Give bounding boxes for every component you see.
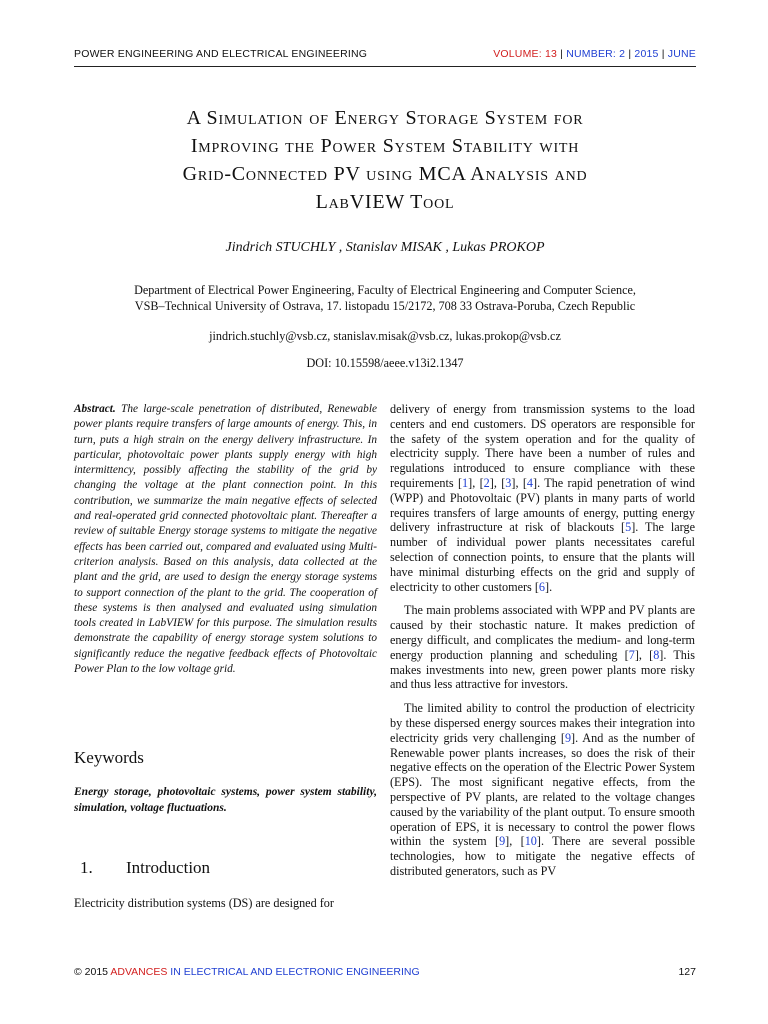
page-number: 127 bbox=[678, 966, 696, 978]
abstract bbox=[74, 402, 377, 677]
right-column bbox=[390, 402, 695, 888]
citation-link[interactable]: [ 6 ] bbox=[535, 580, 549, 594]
journal-section-title: POWER ENGINEERING AND ELECTRICAL ENGINEERING bbox=[74, 48, 368, 60]
footer-advances: ADVANCES bbox=[110, 966, 168, 978]
affiliation-line: Department of Electrical Power Engineering, Faculty of Electrical Engineering and Computer Science, bbox=[134, 283, 636, 297]
section-heading-introduction bbox=[80, 858, 210, 878]
citation-link[interactable]: [ 9 ] bbox=[561, 731, 575, 745]
footer-journal bbox=[74, 966, 420, 978]
header-rule bbox=[74, 66, 696, 67]
title-line: Grid-Connected PV using MCA Analysis and bbox=[182, 163, 588, 185]
separator: | bbox=[661, 48, 665, 60]
author-emails: jindrich.stuchly@vsb.cz, stanislav.misak@vsb.cz, lukas.prokop@vsb.cz bbox=[209, 329, 561, 343]
citation-link[interactable]: [ 7 ] bbox=[625, 648, 639, 662]
keywords-heading: Keywords bbox=[74, 748, 144, 767]
body-paragraph: The main problems associated with WPP and PV plants are caused by their stochastic nature. It makes prediction of energy difficult, and complicates the medium- and long-term energy production planning and scheduling [ 7 ] , [ 8 ] . This makes investments into new, green power plants more risky and thus less attractive for investors. bbox=[390, 603, 695, 692]
year-label: 2015 bbox=[634, 48, 659, 60]
footer-journal-name: IN ELECTRICAL AND ELECTRONIC ENGINEERING bbox=[170, 966, 420, 978]
citation-link[interactable]: [ 9 ] bbox=[495, 834, 509, 848]
separator: | bbox=[560, 48, 564, 60]
section-number: 1. bbox=[80, 858, 93, 877]
affiliation bbox=[74, 282, 696, 314]
citation-link[interactable]: [ 5 ] bbox=[621, 520, 635, 534]
left-column bbox=[74, 402, 377, 910]
authors: Jindrich STUCHLY , Stanislav MISAK , Lukas PROKOP bbox=[225, 240, 545, 255]
issue-info bbox=[493, 48, 696, 60]
introduction-first-line: Electricity distribution systems (DS) are designed for bbox=[74, 896, 334, 910]
title-line: A Simulation of Energy Storage System for bbox=[186, 107, 584, 129]
body-paragraph: delivery of energy from transmission systems to the load centers and end customers. DS operators are responsible for the safety of the system operation and for the quality of electricity supply. There have been a number of rules and regulations introduced to ensure compliance with these requirements [ 1 ] , [ 2 ] , [ 3 ] , [ 4 ] . The rapid penetration of wind (WPP) and Photovoltaic (PV) plants in many parts of world requires transfers of large amounts of energy, putting energy delivery infrastructure at risk of blackouts [ 5 ] . The large number of individual power plants necessitates careful selection of connection points, to ensure that the plants will have minimal disturbing effects on the grid and supply of electricity to other customers [ 6 ] . bbox=[390, 402, 695, 594]
abstract-label: Abstract. bbox=[74, 403, 116, 415]
citation-link[interactable]: [ 2 ] bbox=[480, 476, 494, 490]
keywords-text: Energy storage, photovoltaic systems, power system stability, simulation, voltage fluctuations. bbox=[74, 786, 377, 814]
title-line: Improving the Power System Stability with bbox=[190, 135, 580, 157]
abstract-text: The large-scale penetration of distributed, Renewable power plants require transfers of large amounts of energy. This, in turn, puts a high strain on the energy delivery infrastructure. In particular, photovoltaic power plants supply energy with high intermittency, possibly affecting the stability of the grid by changing the voltage at the plant connection point. In this contribution, we summarize the main negative effects of selected and real-operated grid connected photovoltaic plant. Thereafter a review of suitable Energy storage systems to mitigate the negative effects has been carried out, compared and evaluated using Multi-criterion analysis. Based on this analysis, data collected at the plant and the grid, are used to design the energy storage systems to support connection of the plant to the grid. The cooperation of these systems is then analysed and evaluated using simulation tools created in LabVIEW for this purpose. The simulation results demonstrate the capability of energy storage system solutions to significantly reduce the negative feedback effects of Photovoltaic Power Plan to the low voltage grid. bbox=[74, 403, 377, 676]
volume-label: VOLUME: 13 bbox=[493, 48, 558, 60]
citation-link[interactable]: [ 4 ] bbox=[523, 476, 537, 490]
copyright: © 2015 bbox=[74, 966, 109, 978]
month-label: JUNE bbox=[667, 48, 696, 60]
doi: DOI: 10.15598/aeee.v13i2.1347 bbox=[306, 356, 464, 370]
section-title: Introduction bbox=[126, 858, 211, 877]
citation-link[interactable]: [ 3 ] bbox=[501, 476, 515, 490]
citation-link[interactable]: [ 1 ] bbox=[458, 476, 472, 490]
separator: | bbox=[628, 48, 632, 60]
number-label: NUMBER: 2 bbox=[566, 48, 626, 60]
citation-link[interactable]: [ 8 ] bbox=[649, 648, 663, 662]
paper-title bbox=[74, 104, 696, 216]
citation-link[interactable]: [ 10 ] bbox=[521, 834, 541, 848]
title-line: LabVIEW Tool bbox=[315, 191, 455, 213]
body-paragraph: The limited ability to control the production of electricity by these dispersed energy sources makes their integration into electricity grids very challenging [ 9 ] . And as the number of Renewable power plants increases, so does the risk of their negative effects on the operation of the Electric Power System (EPS). The most significant negative effects, from the perspective of PV plants, are related to the voltage changes caused by the variability of the plant output. To ensure smooth operation of EPS, it is necessary to control the power flows within the system [ 9 ] , [ 10 ] . There are several possible technologies, how to mitigate the negative effects of distributed generators, such as PV bbox=[390, 701, 695, 879]
affiliation-line: VSB–Technical University of Ostrava, 17. listopadu 15/2172, 708 33 Ostrava-Poruba, Czech Republic bbox=[134, 299, 636, 313]
